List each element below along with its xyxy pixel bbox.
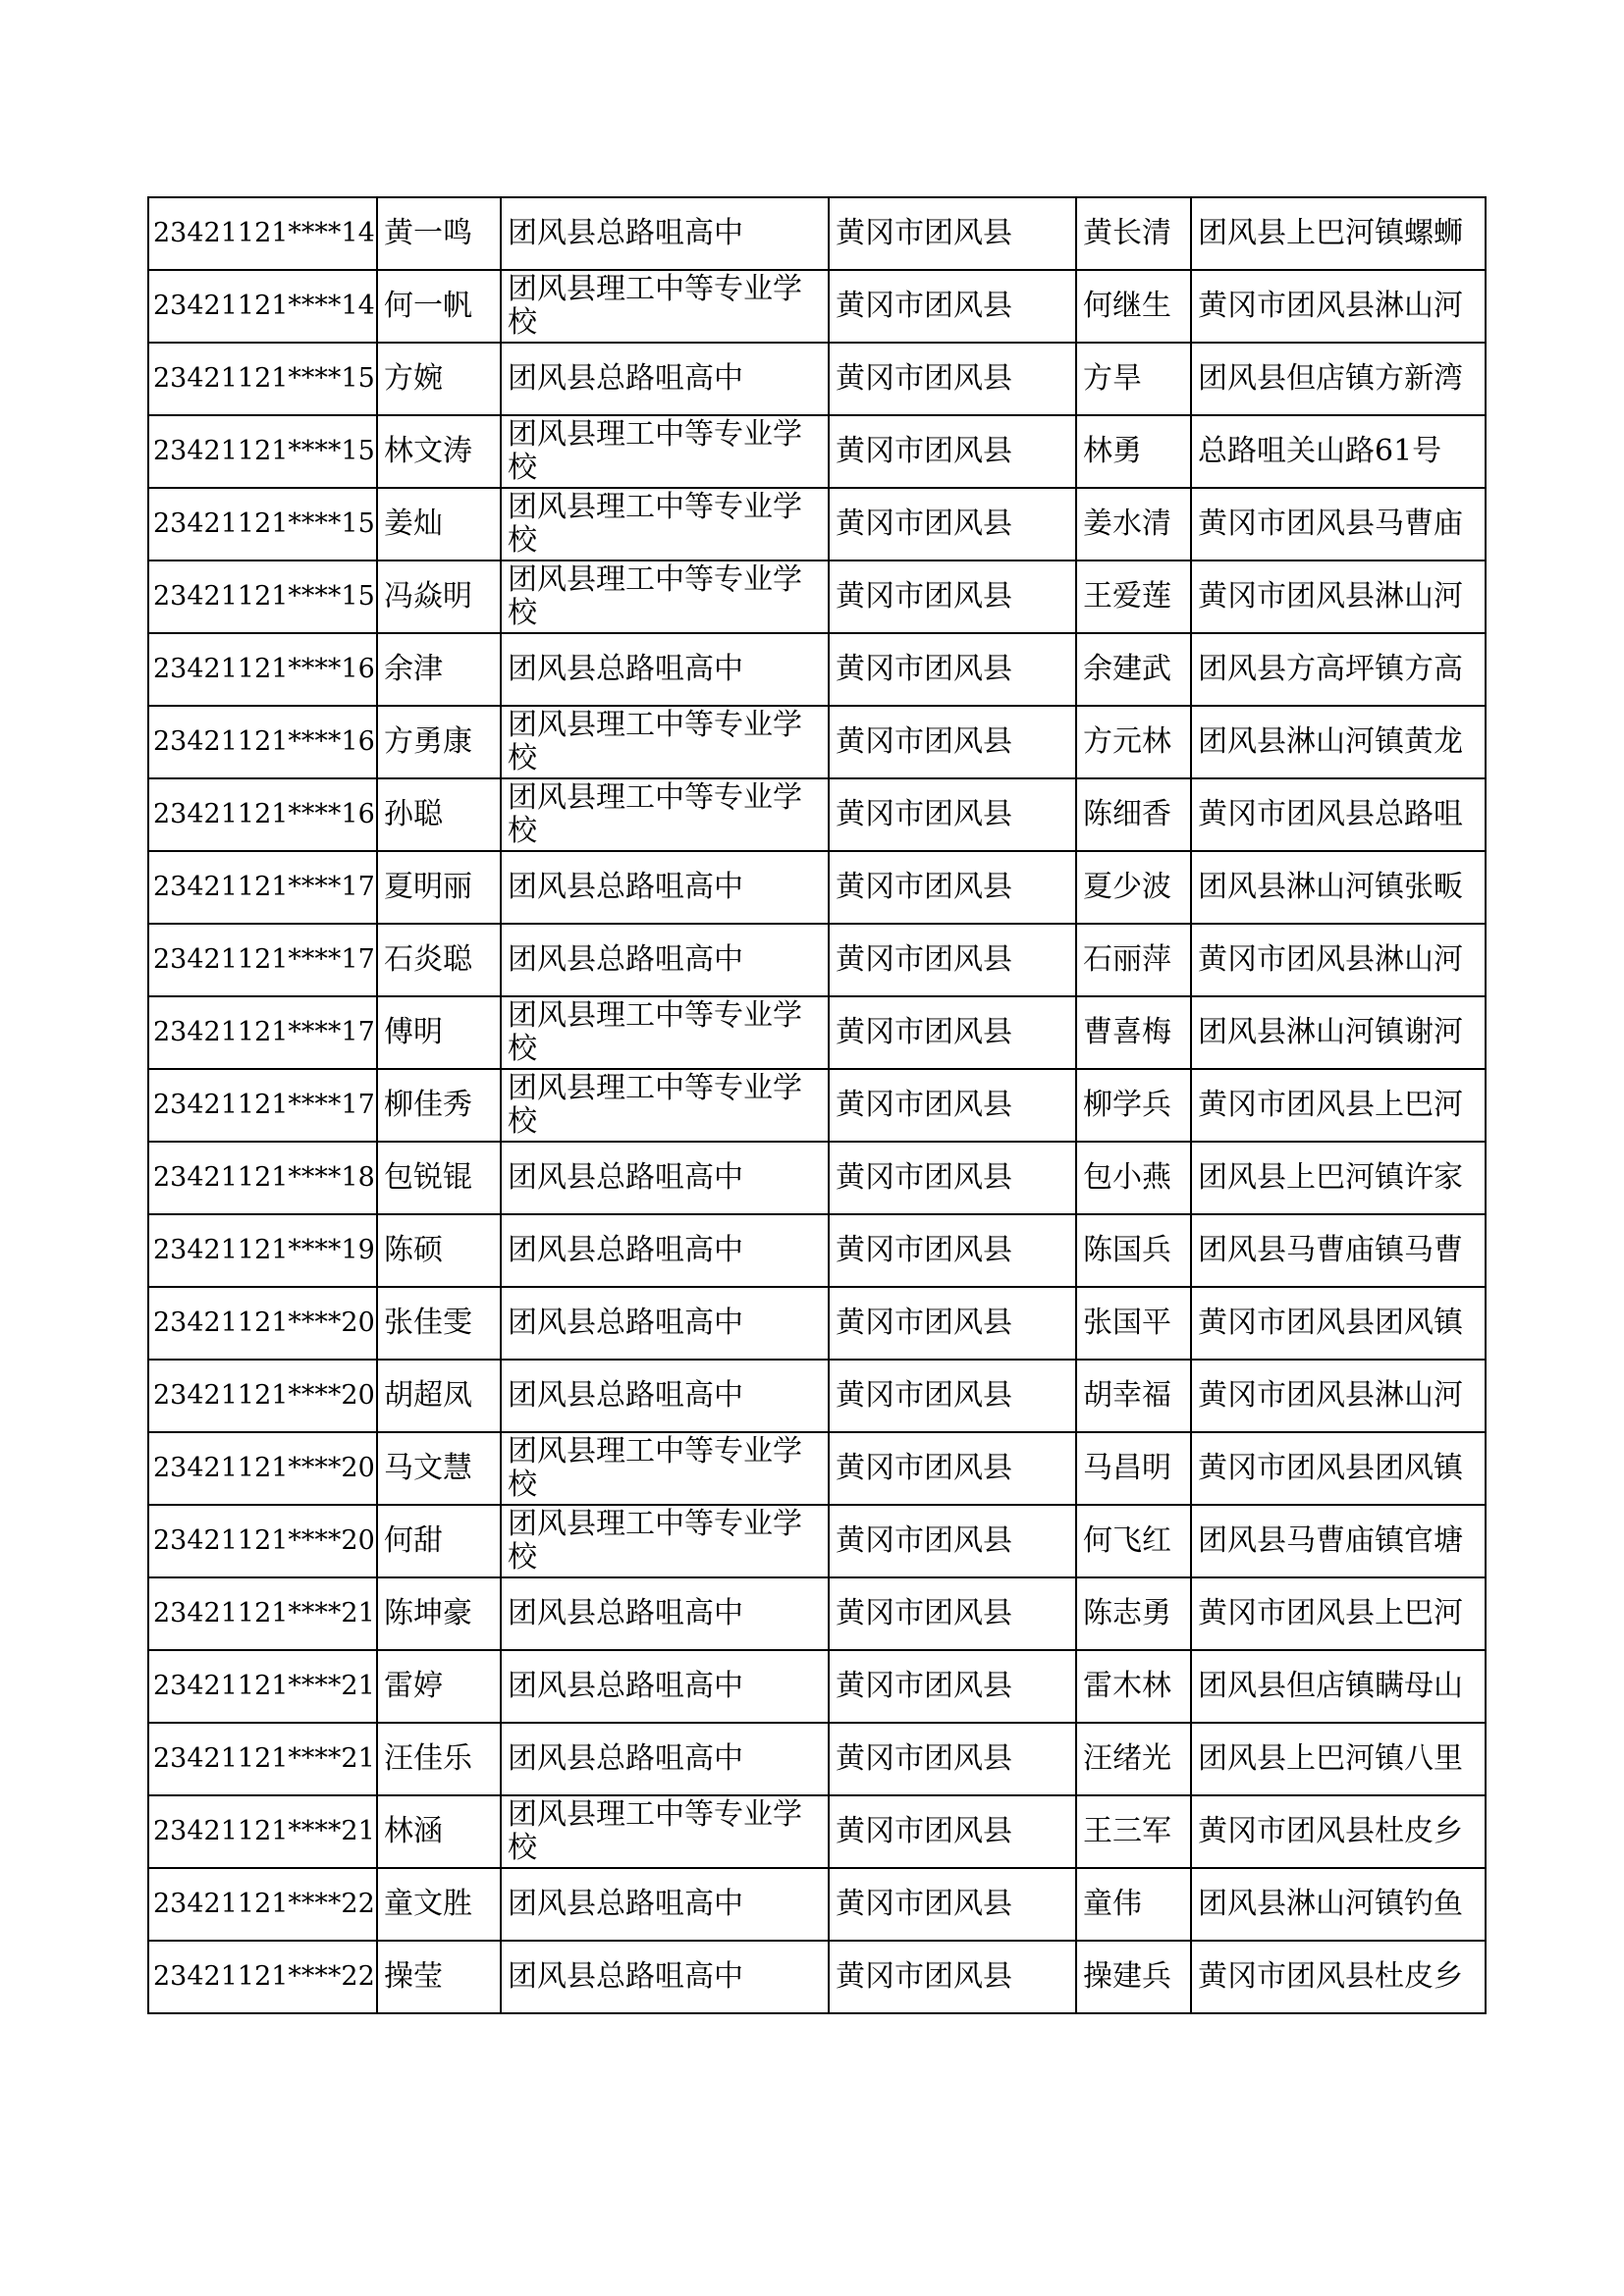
table-row: [148, 996, 1486, 1069]
region-cell: 黄冈市团风县: [829, 1505, 1076, 1577]
id-cell: 23421121****17: [148, 851, 377, 924]
address-cell: 黄冈市团风县上巴河: [1191, 1577, 1486, 1650]
student-table: [147, 196, 1487, 2014]
region-cell: 黄冈市团风县: [829, 1360, 1076, 1432]
table-row: [148, 1432, 1486, 1505]
school-cell: 团风县总路咀高中: [501, 851, 829, 924]
table-row: [148, 343, 1486, 415]
student-name-cell: 黄一鸣: [377, 197, 501, 270]
guardian-cell: 余建武: [1076, 633, 1191, 706]
address-cell: 总路咀关山路61号: [1191, 415, 1486, 488]
id-cell: 23421121****20: [148, 1360, 377, 1432]
table-row: [148, 561, 1486, 633]
table-row: [148, 706, 1486, 778]
id-cell: 23421121****19: [148, 1214, 377, 1287]
table-row: [148, 1142, 1486, 1214]
address-cell: 黄冈市团风县淋山河: [1191, 561, 1486, 633]
student-name-cell: 夏明丽: [377, 851, 501, 924]
school-cell: 团风县总路咀高中: [501, 1360, 829, 1432]
student-name-cell: 傅明: [377, 996, 501, 1069]
school-cell: 团风县理工中等专业学校: [501, 1432, 829, 1505]
address-cell: 黄冈市团风县杜皮乡: [1191, 1795, 1486, 1868]
address-cell: 黄冈市团风县淋山河: [1191, 924, 1486, 996]
address-cell: 团风县上巴河镇八里: [1191, 1723, 1486, 1795]
region-cell: 黄冈市团风县: [829, 996, 1076, 1069]
school-cell: 团风县理工中等专业学校: [501, 996, 829, 1069]
address-cell: 团风县马曹庙镇马曹: [1191, 1214, 1486, 1287]
region-cell: 黄冈市团风县: [829, 197, 1076, 270]
school-cell: 团风县理工中等专业学校: [501, 415, 829, 488]
region-cell: 黄冈市团风县: [829, 1650, 1076, 1723]
address-cell: 黄冈市团风县团风镇: [1191, 1432, 1486, 1505]
id-cell: 23421121****21: [148, 1723, 377, 1795]
address-cell: 团风县淋山河镇钓鱼: [1191, 1868, 1486, 1941]
region-cell: 黄冈市团风县: [829, 1069, 1076, 1142]
id-cell: 23421121****22: [148, 1868, 377, 1941]
student-name-cell: 包锐锟: [377, 1142, 501, 1214]
school-cell: 团风县总路咀高中: [501, 1214, 829, 1287]
address-cell: 黄冈市团风县总路咀: [1191, 778, 1486, 851]
table-row: [148, 1723, 1486, 1795]
student-name-cell: 何甜: [377, 1505, 501, 1577]
guardian-cell: 胡幸福: [1076, 1360, 1191, 1432]
guardian-cell: 陈志勇: [1076, 1577, 1191, 1650]
school-cell: 团风县总路咀高中: [501, 633, 829, 706]
guardian-cell: 曹喜梅: [1076, 996, 1191, 1069]
address-cell: 团风县但店镇方新湾: [1191, 343, 1486, 415]
region-cell: 黄冈市团风县: [829, 924, 1076, 996]
guardian-cell: 操建兵: [1076, 1941, 1191, 2013]
student-name-cell: 操莹: [377, 1941, 501, 2013]
school-cell: 团风县理工中等专业学校: [501, 1795, 829, 1868]
id-cell: 23421121****17: [148, 996, 377, 1069]
id-cell: 23421121****17: [148, 1069, 377, 1142]
address-cell: 团风县马曹庙镇官塘: [1191, 1505, 1486, 1577]
guardian-cell: 马昌明: [1076, 1432, 1191, 1505]
school-cell: 团风县总路咀高中: [501, 1650, 829, 1723]
id-cell: 23421121****17: [148, 924, 377, 996]
address-cell: 团风县淋山河镇黄龙: [1191, 706, 1486, 778]
region-cell: 黄冈市团风县: [829, 1287, 1076, 1360]
guardian-cell: 林勇: [1076, 415, 1191, 488]
student-name-cell: 冯焱明: [377, 561, 501, 633]
region-cell: 黄冈市团风县: [829, 706, 1076, 778]
school-cell: 团风县总路咀高中: [501, 1577, 829, 1650]
id-cell: 23421121****20: [148, 1505, 377, 1577]
region-cell: 黄冈市团风县: [829, 1432, 1076, 1505]
address-cell: 黄冈市团风县杜皮乡: [1191, 1941, 1486, 2013]
student-name-cell: 石炎聪: [377, 924, 501, 996]
table-row: [148, 488, 1486, 561]
table-row: [148, 1214, 1486, 1287]
table-row: [148, 1360, 1486, 1432]
school-cell: 团风县总路咀高中: [501, 1941, 829, 2013]
id-cell: 23421121****21: [148, 1650, 377, 1723]
guardian-cell: 何飞红: [1076, 1505, 1191, 1577]
address-cell: 团风县淋山河镇张畈: [1191, 851, 1486, 924]
address-cell: 团风县方高坪镇方高: [1191, 633, 1486, 706]
region-cell: 黄冈市团风县: [829, 1795, 1076, 1868]
school-cell: 团风县总路咀高中: [501, 924, 829, 996]
guardian-cell: 方旱: [1076, 343, 1191, 415]
guardian-cell: 汪绪光: [1076, 1723, 1191, 1795]
student-name-cell: 柳佳秀: [377, 1069, 501, 1142]
id-cell: 23421121****14: [148, 270, 377, 343]
id-cell: 23421121****21: [148, 1577, 377, 1650]
region-cell: 黄冈市团风县: [829, 415, 1076, 488]
student-name-cell: 姜灿: [377, 488, 501, 561]
id-cell: 23421121****14: [148, 197, 377, 270]
id-cell: 23421121****15: [148, 415, 377, 488]
table-row: [148, 1577, 1486, 1650]
id-cell: 23421121****15: [148, 488, 377, 561]
school-cell: 团风县理工中等专业学校: [501, 488, 829, 561]
address-cell: 黄冈市团风县团风镇: [1191, 1287, 1486, 1360]
id-cell: 23421121****21: [148, 1795, 377, 1868]
table-row: [148, 1795, 1486, 1868]
table-row: [148, 778, 1486, 851]
student-name-cell: 童文胜: [377, 1868, 501, 1941]
school-cell: 团风县理工中等专业学校: [501, 1069, 829, 1142]
id-cell: 23421121****16: [148, 778, 377, 851]
region-cell: 黄冈市团风县: [829, 561, 1076, 633]
id-cell: 23421121****15: [148, 561, 377, 633]
guardian-cell: 王爱莲: [1076, 561, 1191, 633]
school-cell: 团风县理工中等专业学校: [501, 706, 829, 778]
region-cell: 黄冈市团风县: [829, 778, 1076, 851]
region-cell: 黄冈市团风县: [829, 1868, 1076, 1941]
id-cell: 23421121****15: [148, 343, 377, 415]
guardian-cell: 雷木林: [1076, 1650, 1191, 1723]
region-cell: 黄冈市团风县: [829, 1577, 1076, 1650]
table-row: [148, 1287, 1486, 1360]
table-row: [148, 851, 1486, 924]
guardian-cell: 陈细香: [1076, 778, 1191, 851]
guardian-cell: 姜水清: [1076, 488, 1191, 561]
student-name-cell: 汪佳乐: [377, 1723, 501, 1795]
table-row: [148, 415, 1486, 488]
guardian-cell: 何继生: [1076, 270, 1191, 343]
guardian-cell: 童伟: [1076, 1868, 1191, 1941]
school-cell: 团风县理工中等专业学校: [501, 561, 829, 633]
address-cell: 黄冈市团风县淋山河: [1191, 270, 1486, 343]
region-cell: 黄冈市团风县: [829, 633, 1076, 706]
address-cell: 团风县上巴河镇螺蛳: [1191, 197, 1486, 270]
address-cell: 团风县上巴河镇许家: [1191, 1142, 1486, 1214]
id-cell: 23421121****20: [148, 1432, 377, 1505]
school-cell: 团风县理工中等专业学校: [501, 270, 829, 343]
student-name-cell: 方勇康: [377, 706, 501, 778]
student-name-cell: 胡超凤: [377, 1360, 501, 1432]
guardian-cell: 王三军: [1076, 1795, 1191, 1868]
school-cell: 团风县总路咀高中: [501, 1142, 829, 1214]
table-row: [148, 197, 1486, 270]
table-row: [148, 270, 1486, 343]
guardian-cell: 张国平: [1076, 1287, 1191, 1360]
guardian-cell: 黄长清: [1076, 197, 1191, 270]
school-cell: 团风县总路咀高中: [501, 1287, 829, 1360]
id-cell: 23421121****20: [148, 1287, 377, 1360]
table-row: [148, 1868, 1486, 1941]
region-cell: 黄冈市团风县: [829, 1723, 1076, 1795]
student-name-cell: 林文涛: [377, 415, 501, 488]
address-cell: 黄冈市团风县上巴河: [1191, 1069, 1486, 1142]
table-row: [148, 1069, 1486, 1142]
region-cell: 黄冈市团风县: [829, 488, 1076, 561]
school-cell: 团风县总路咀高中: [501, 1868, 829, 1941]
region-cell: 黄冈市团风县: [829, 270, 1076, 343]
region-cell: 黄冈市团风县: [829, 1941, 1076, 2013]
id-cell: 23421121****18: [148, 1142, 377, 1214]
student-name-cell: 余津: [377, 633, 501, 706]
student-name-cell: 雷婷: [377, 1650, 501, 1723]
guardian-cell: 包小燕: [1076, 1142, 1191, 1214]
table-row: [148, 1650, 1486, 1723]
guardian-cell: 方元林: [1076, 706, 1191, 778]
table-row: [148, 924, 1486, 996]
student-name-cell: 林涵: [377, 1795, 501, 1868]
student-name-cell: 陈硕: [377, 1214, 501, 1287]
region-cell: 黄冈市团风县: [829, 851, 1076, 924]
region-cell: 黄冈市团风县: [829, 1142, 1076, 1214]
table-row: [148, 1941, 1486, 2013]
address-cell: 团风县但店镇瞒母山: [1191, 1650, 1486, 1723]
guardian-cell: 陈国兵: [1076, 1214, 1191, 1287]
school-cell: 团风县理工中等专业学校: [501, 1505, 829, 1577]
student-name-cell: 马文慧: [377, 1432, 501, 1505]
id-cell: 23421121****16: [148, 633, 377, 706]
id-cell: 23421121****22: [148, 1941, 377, 2013]
address-cell: 团风县淋山河镇谢河: [1191, 996, 1486, 1069]
school-cell: 团风县理工中等专业学校: [501, 778, 829, 851]
id-cell: 23421121****16: [148, 706, 377, 778]
table-row: [148, 633, 1486, 706]
table-row: [148, 1505, 1486, 1577]
address-cell: 黄冈市团风县马曹庙: [1191, 488, 1486, 561]
school-cell: 团风县总路咀高中: [501, 197, 829, 270]
student-name-cell: 孙聪: [377, 778, 501, 851]
guardian-cell: 夏少波: [1076, 851, 1191, 924]
student-name-cell: 何一帆: [377, 270, 501, 343]
region-cell: 黄冈市团风县: [829, 343, 1076, 415]
school-cell: 团风县总路咀高中: [501, 343, 829, 415]
school-cell: 团风县总路咀高中: [501, 1723, 829, 1795]
region-cell: 黄冈市团风县: [829, 1214, 1076, 1287]
student-name-cell: 方婉: [377, 343, 501, 415]
student-name-cell: 陈坤豪: [377, 1577, 501, 1650]
table-body: [148, 197, 1486, 2013]
guardian-cell: 柳学兵: [1076, 1069, 1191, 1142]
student-name-cell: 张佳雯: [377, 1287, 501, 1360]
address-cell: 黄冈市团风县淋山河: [1191, 1360, 1486, 1432]
guardian-cell: 石丽萍: [1076, 924, 1191, 996]
